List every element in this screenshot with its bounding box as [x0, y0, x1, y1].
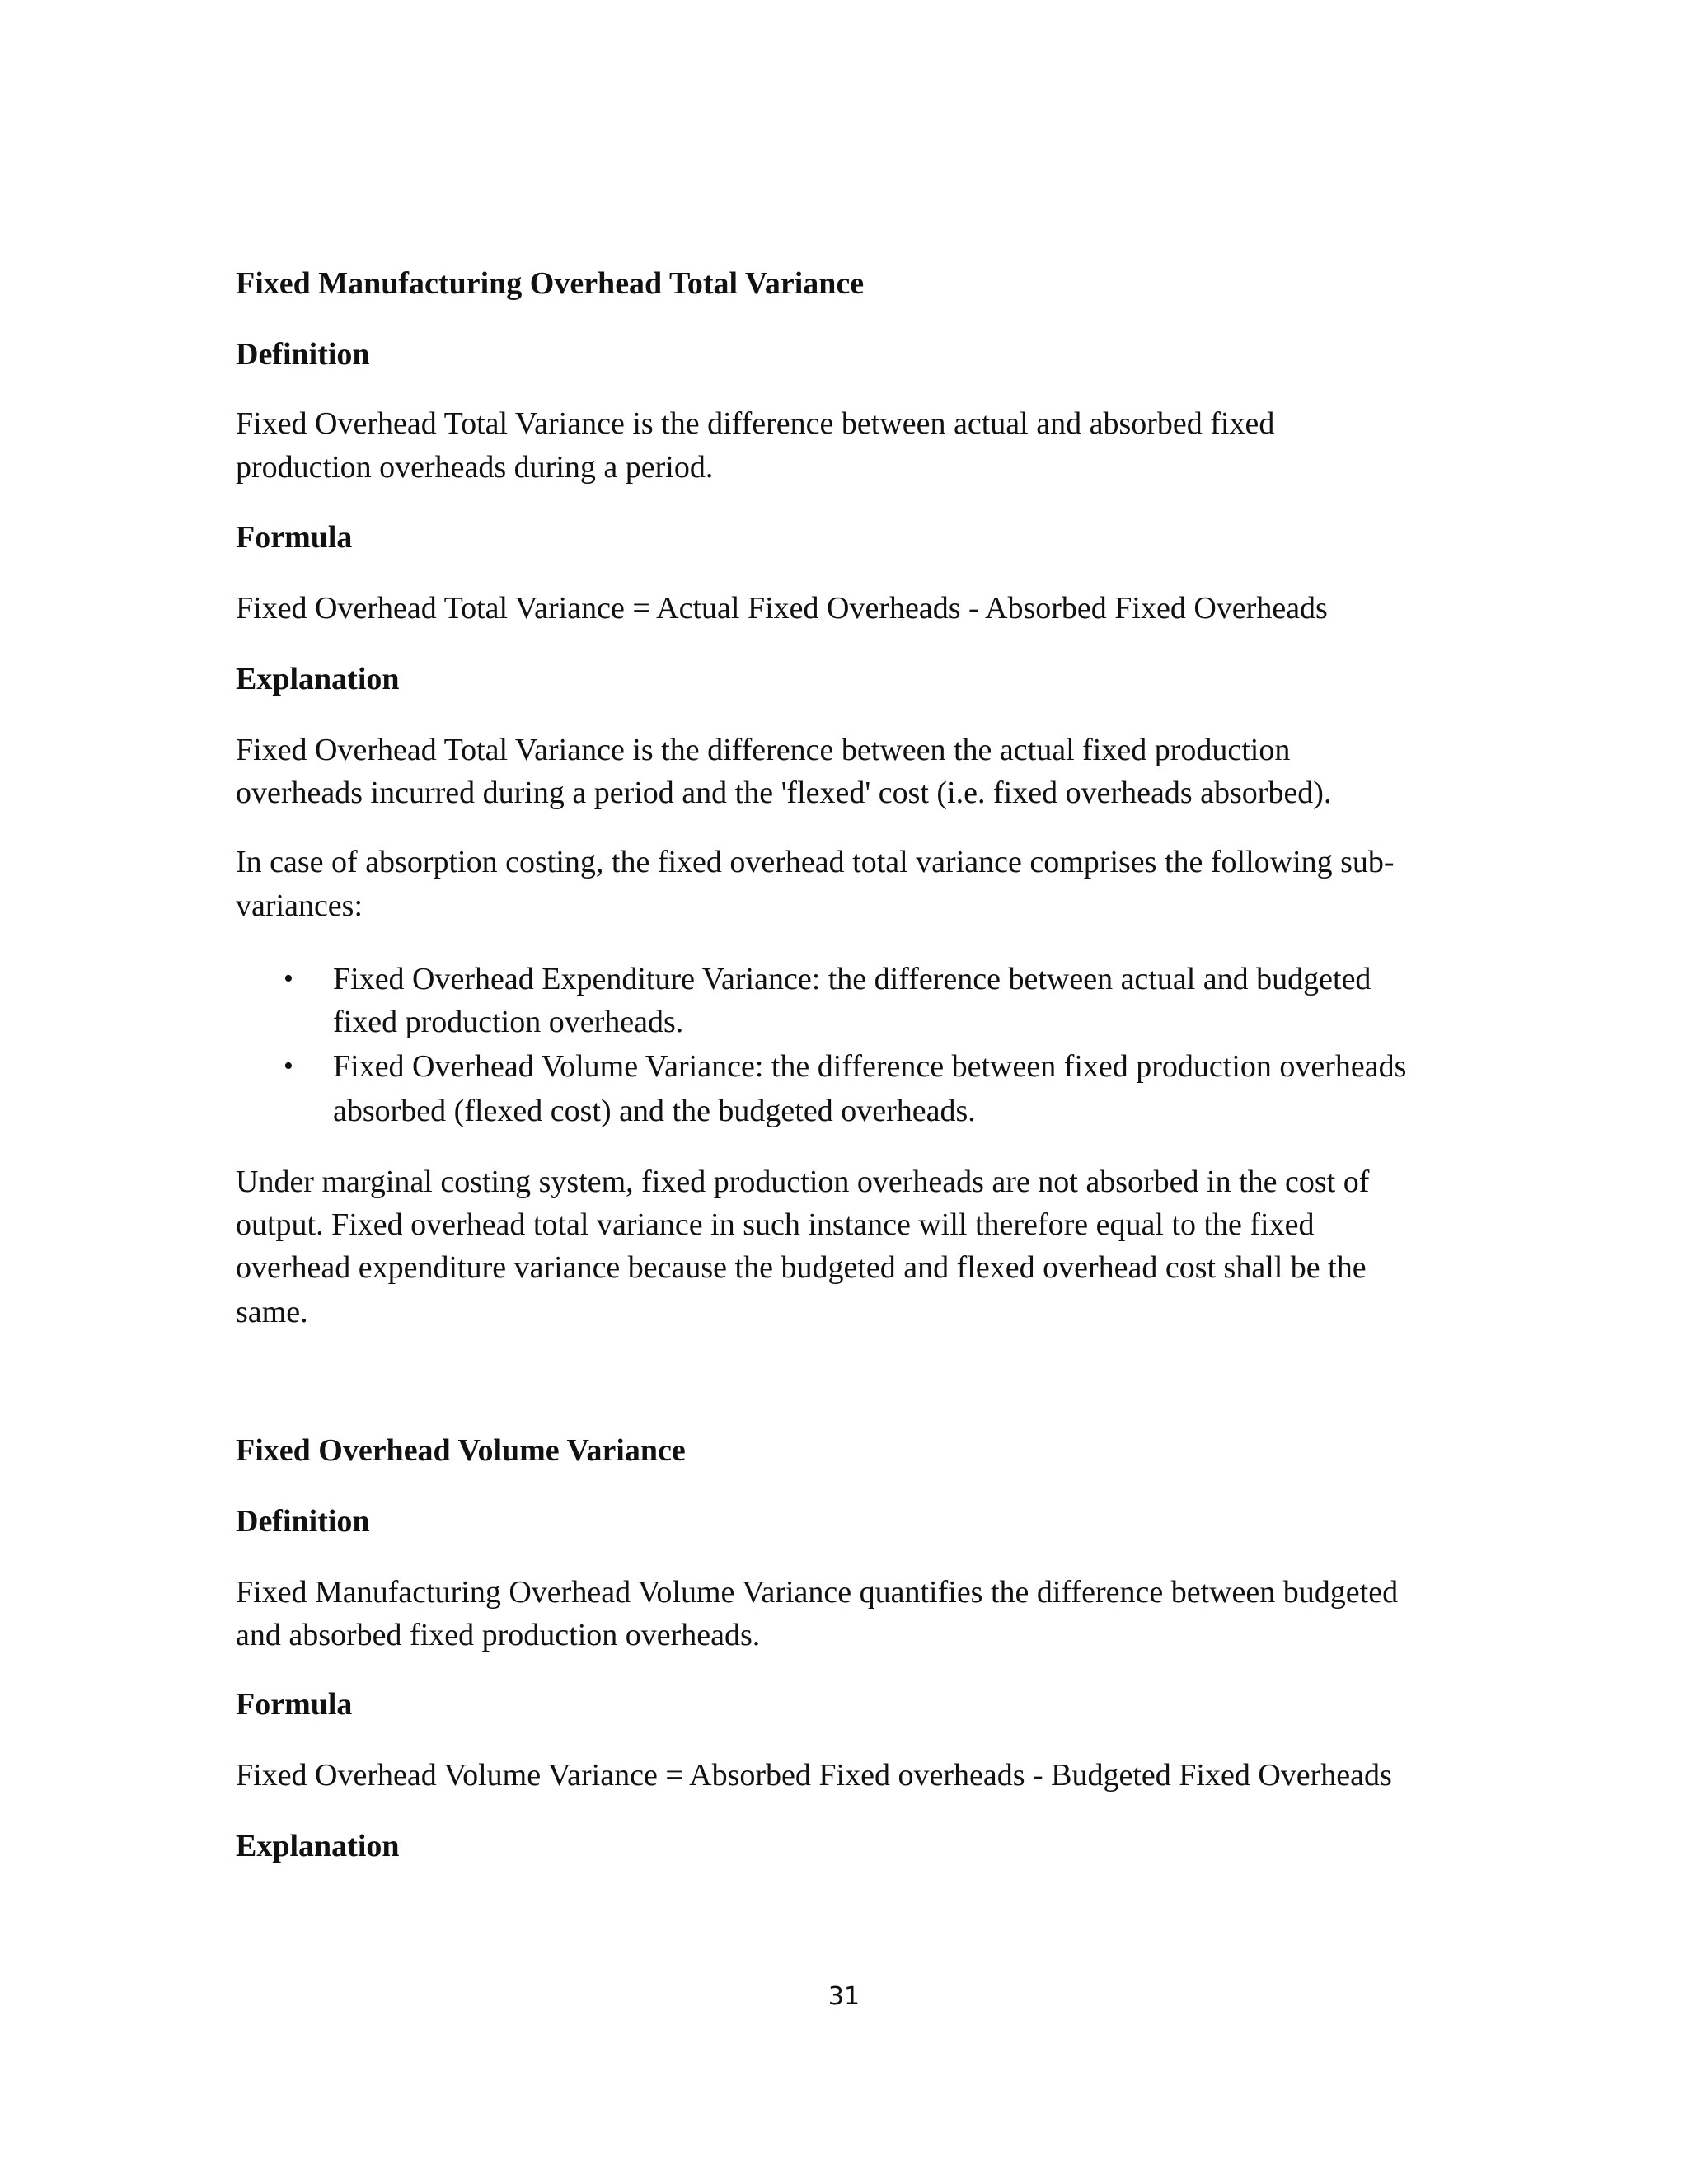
bullet-icon: • — [284, 963, 293, 994]
section-title: Fixed Overhead Volume Variance — [236, 1433, 686, 1468]
formula-heading: Formula — [236, 520, 353, 555]
marginal-line: Under marginal costing system, fixed production overheads are not absorbed in the cost of — [236, 1165, 1370, 1199]
formula-heading: Formula — [236, 1687, 353, 1722]
definition-line: and absorbed fixed production overheads. — [236, 1618, 761, 1652]
definition-line: Fixed Manufacturing Overhead Volume Variance quantifies the difference between budgeted — [236, 1575, 1399, 1610]
marginal-line: same. — [236, 1295, 308, 1329]
bullet-line: Fixed Overhead Expenditure Variance: the difference between actual and budgeted — [333, 962, 1372, 996]
definition-line: Fixed Overhead Total Variance is the difference between actual and absorbed fixed — [236, 406, 1275, 441]
definition-heading: Definition — [236, 337, 370, 372]
page-number: 31 — [828, 1982, 860, 2011]
definition-heading: Definition — [236, 1504, 370, 1539]
bullet-line: absorbed (flexed cost) and the budgeted overheads. — [333, 1094, 976, 1128]
definition-line: production overheads during a period. — [236, 450, 714, 485]
absorption-line: In case of absorption costing, the fixed overhead total variance comprises the following sub- — [236, 845, 1395, 879]
formula-text: Fixed Overhead Volume Variance = Absorbed Fixed overheads - Budgeted Fixed Overheads — [236, 1758, 1392, 1793]
marginal-line: output. Fixed overhead total variance in such instance will therefore equal to the fixed — [236, 1207, 1315, 1242]
bullet-icon: • — [284, 1051, 293, 1081]
absorption-line: variances: — [236, 888, 363, 923]
explanation-line: Fixed Overhead Total Variance is the difference between the actual fixed production — [236, 733, 1291, 767]
marginal-line: overhead expenditure variance because the budgeted and flexed overhead cost shall be the — [236, 1250, 1367, 1285]
bullet-line: fixed production overheads. — [333, 1005, 684, 1039]
explanation-line: overheads incurred during a period and the 'flexed' cost (i.e. fixed overheads absorbed). — [236, 776, 1332, 810]
explanation-heading: Explanation — [236, 1829, 400, 1863]
formula-text: Fixed Overhead Total Variance = Actual Fixed Overheads - Absorbed Fixed Overheads — [236, 591, 1328, 626]
bullet-line: Fixed Overhead Volume Variance: the difference between fixed production overheads — [333, 1049, 1407, 1084]
explanation-heading: Explanation — [236, 662, 400, 696]
section-title: Fixed Manufacturing Overhead Total Variance — [236, 266, 865, 301]
